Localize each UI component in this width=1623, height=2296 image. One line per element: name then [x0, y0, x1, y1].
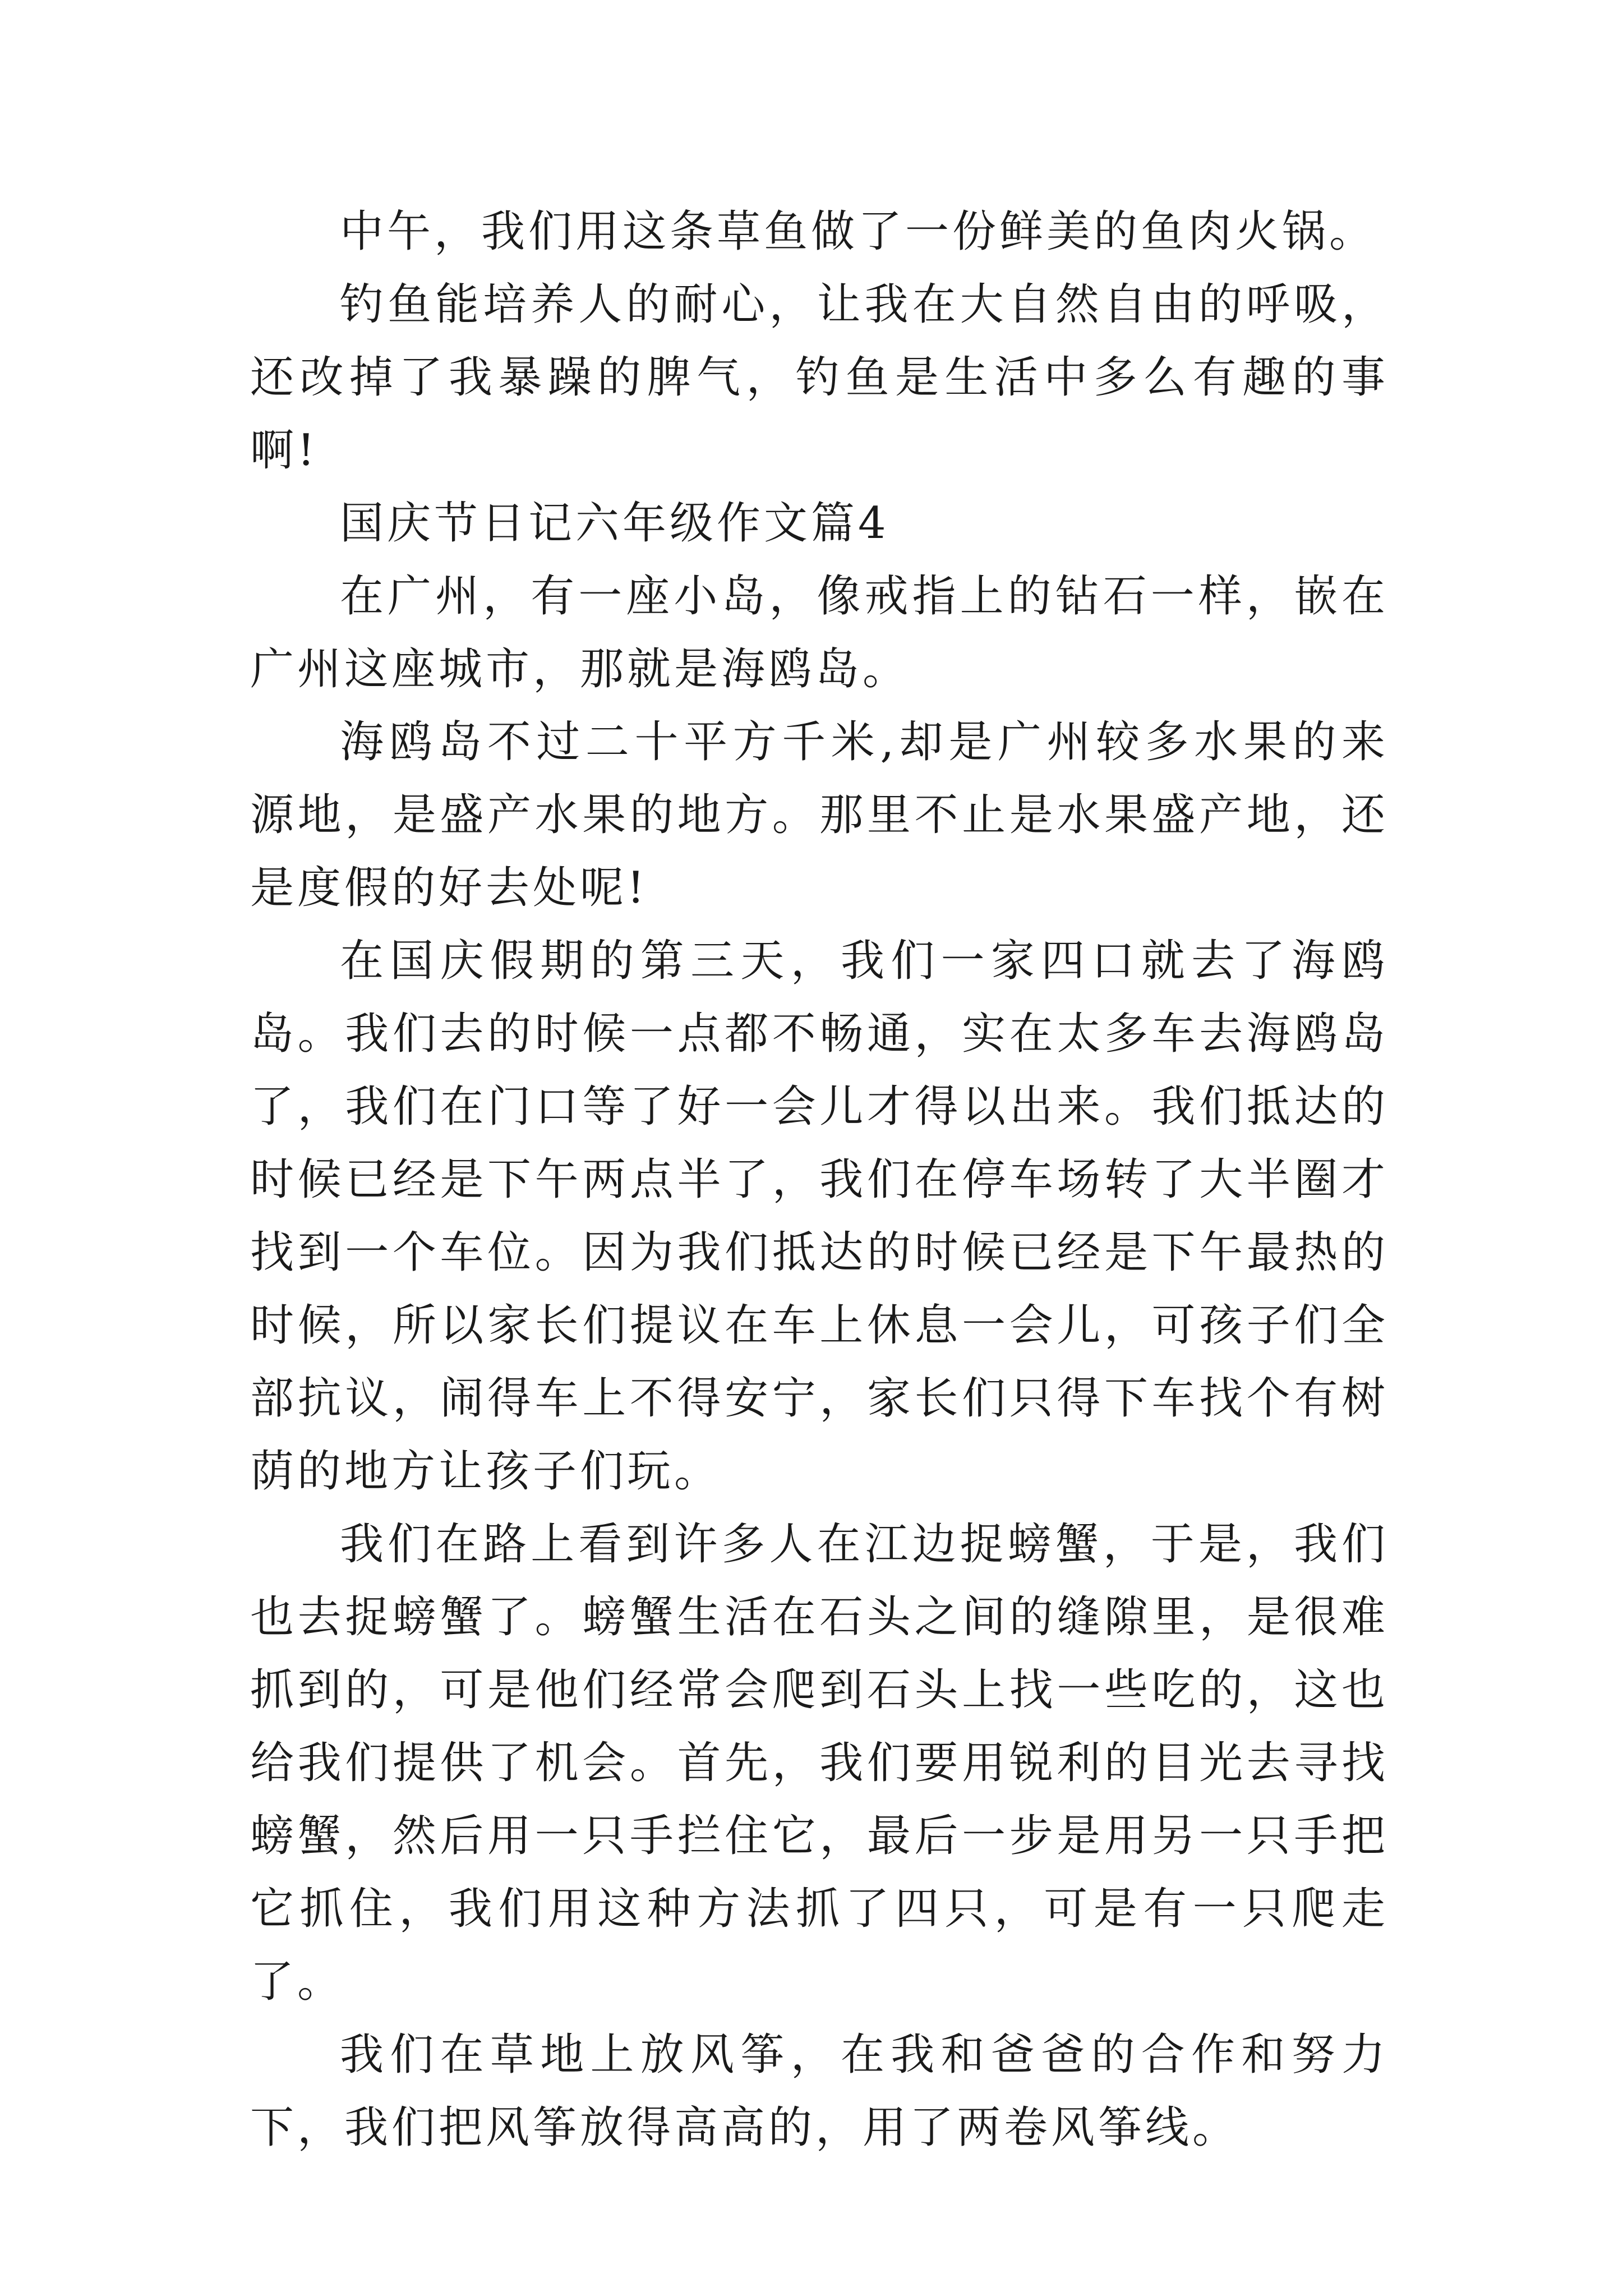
paragraph: 我们在路上看到许多人在江边捉螃蟹，于是，我们也去捉螃蟹了。螃蟹生活在石头之间的缝隙里，是很难抓到的，可是他们经常会爬到石头上找一些吃的，这也给我们提供了机会。首先，我们要用锐利的目光去寻找螃蟹，然后用一只手拦住它，最后一步是用另一只手把它抓住，我们用这种方法抓了四只，可是有一只爬走了。 [250, 1519, 1389, 2007]
paragraph: 我们在草地上放风筝，在我和爸爸的合作和努力下，我们把风筝放得高高的，用了两卷风筝线。 [250, 2030, 1389, 2153]
paragraph: 在广州，有一座小岛，像戒指上的钻石一样，嵌在广州这座城市，那就是海鸥岛。 [250, 571, 1389, 694]
paragraph: 中午，我们用这条草鱼做了一份鲜美的鱼肉火锅。 [340, 206, 1377, 257]
paragraph: 在国庆假期的第三天，我们一家四口就去了海鸥岛。我们去的时候一点都不畅通，实在太多车去海鸥岛了，我们在门口等了好一会儿才得以出来。我们抵达的时候已经是下午两点半了，我们在停车场转了大半圈才找到一个车位。因为我们抵达的时候已经是下午最热的时候，所以家长们提议在车上休息一会儿，可孩子们全部抗议，闹得车上不得安宁，家长们只得下车找个有树荫的地方让孩子们玩。 [250, 936, 1389, 1497]
section-heading: 国庆节日记六年级作文篇4 [340, 498, 889, 549]
paragraph: 海鸥岛不过二十平方千米,却是广州较多水果的来源地，是盛产水果的地方。那里不止是水果盛产地，还是度假的好去处呢! [250, 717, 1389, 913]
document-body [250, 195, 1389, 2164]
paragraph: 钓鱼能培养人的耐心，让我在大自然自由的呼吸，还改掉了我暴躁的脾气，钓鱼是生活中多么有趣的事啊! [250, 279, 1389, 476]
